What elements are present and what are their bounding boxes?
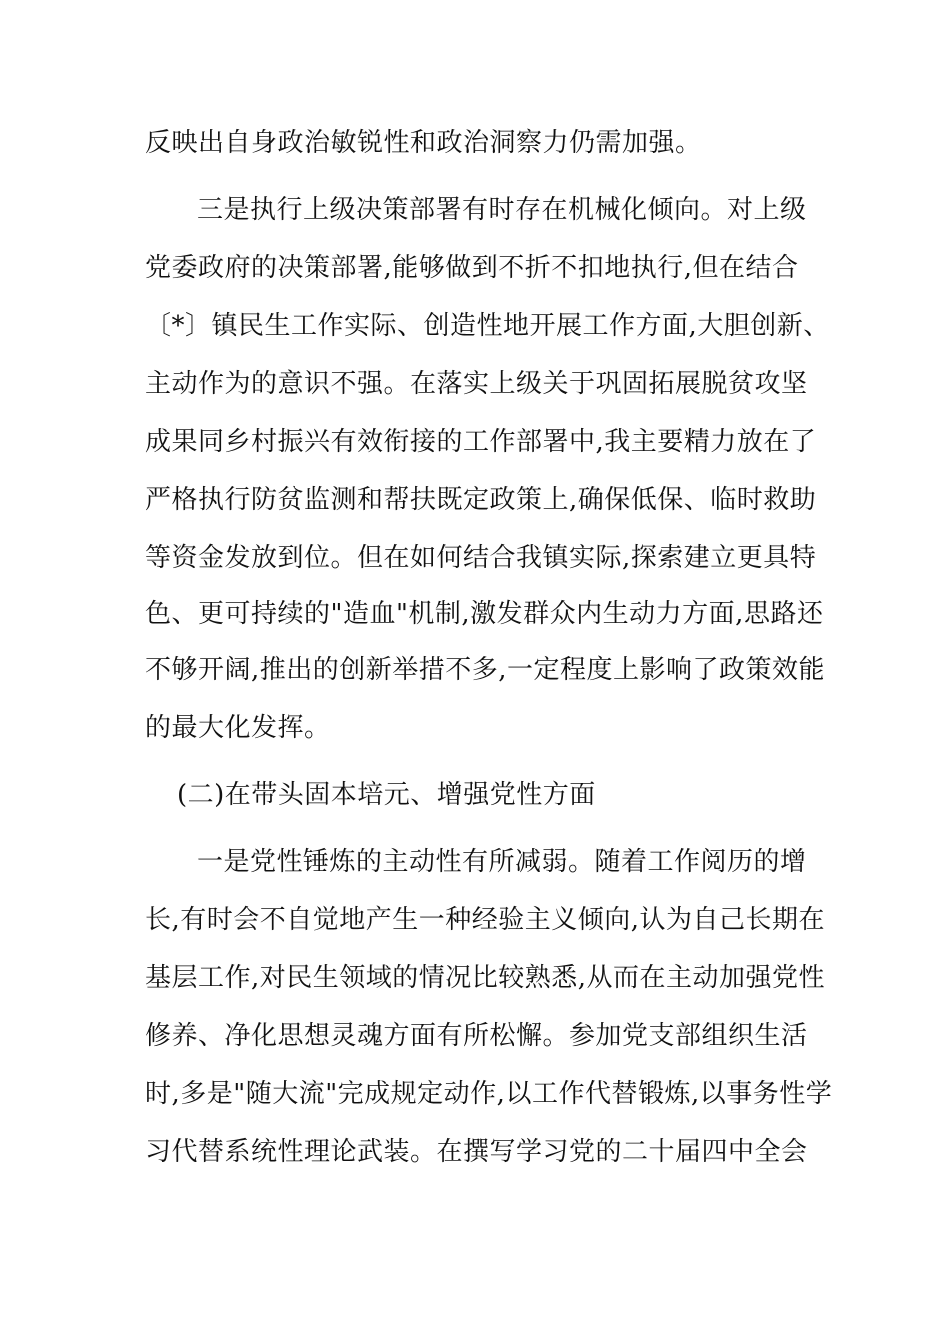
paragraph-line: 〔*〕镇民生工作实际、创造性地开展工作方面,大胆创新、	[145, 311, 830, 341]
paragraph-line: 三是执行上级决策部署有时存在机械化倾向。对上级	[197, 195, 807, 225]
paragraph-line: 等资金发放到位。但在如何结合我镇实际,探索建立更具特	[145, 543, 817, 573]
paragraph-line: 修养、净化思想灵魂方面有所松懈。参加党支部组织生活	[145, 1021, 808, 1051]
paragraph-line: 长,有时会不自觉地产生一种经验主义倾向,认为自己长期在	[145, 905, 826, 935]
paragraph-line: 反映出自身政治敏锐性和政治洞察力仍需加强。	[145, 128, 702, 158]
paragraph-line: 严格执行防贫监测和帮扶既定政策上,确保低保、临时救助	[145, 485, 817, 515]
paragraph-line: 时,多是"随大流"完成规定动作,以工作代替锻炼,以事务性学	[145, 1079, 833, 1109]
paragraph-line: 色、更可持续的"造血"机制,激发群众内生动力方面,思路还	[145, 599, 824, 629]
paragraph-line: 成果同乡村振兴有效衔接的工作部署中,我主要精力放在了	[145, 427, 817, 457]
paragraph-line: 的最大化发挥。	[145, 713, 331, 743]
paragraph-line: 一是党性锤炼的主动性有所减弱。随着工作阅历的增	[197, 847, 807, 877]
paragraph-line: 基层工作,对民生领域的情况比较熟悉,从而在主动加强党性	[145, 963, 826, 993]
paragraph-line: 党委政府的决策部署,能够做到不折不扣地执行,但在结合	[145, 253, 799, 283]
section-heading: (二)在带头固本培元、增强党性方面	[177, 780, 596, 810]
paragraph-line: 主动作为的意识不强。在落实上级关于巩固拓展脱贫攻坚	[145, 369, 808, 399]
paragraph-line: 不够开阔,推出的创新举措不多,一定程度上影响了政策效能	[145, 655, 826, 685]
paragraph-line: 习代替系统性理论武装。在撰写学习党的二十届四中全会	[145, 1137, 808, 1167]
